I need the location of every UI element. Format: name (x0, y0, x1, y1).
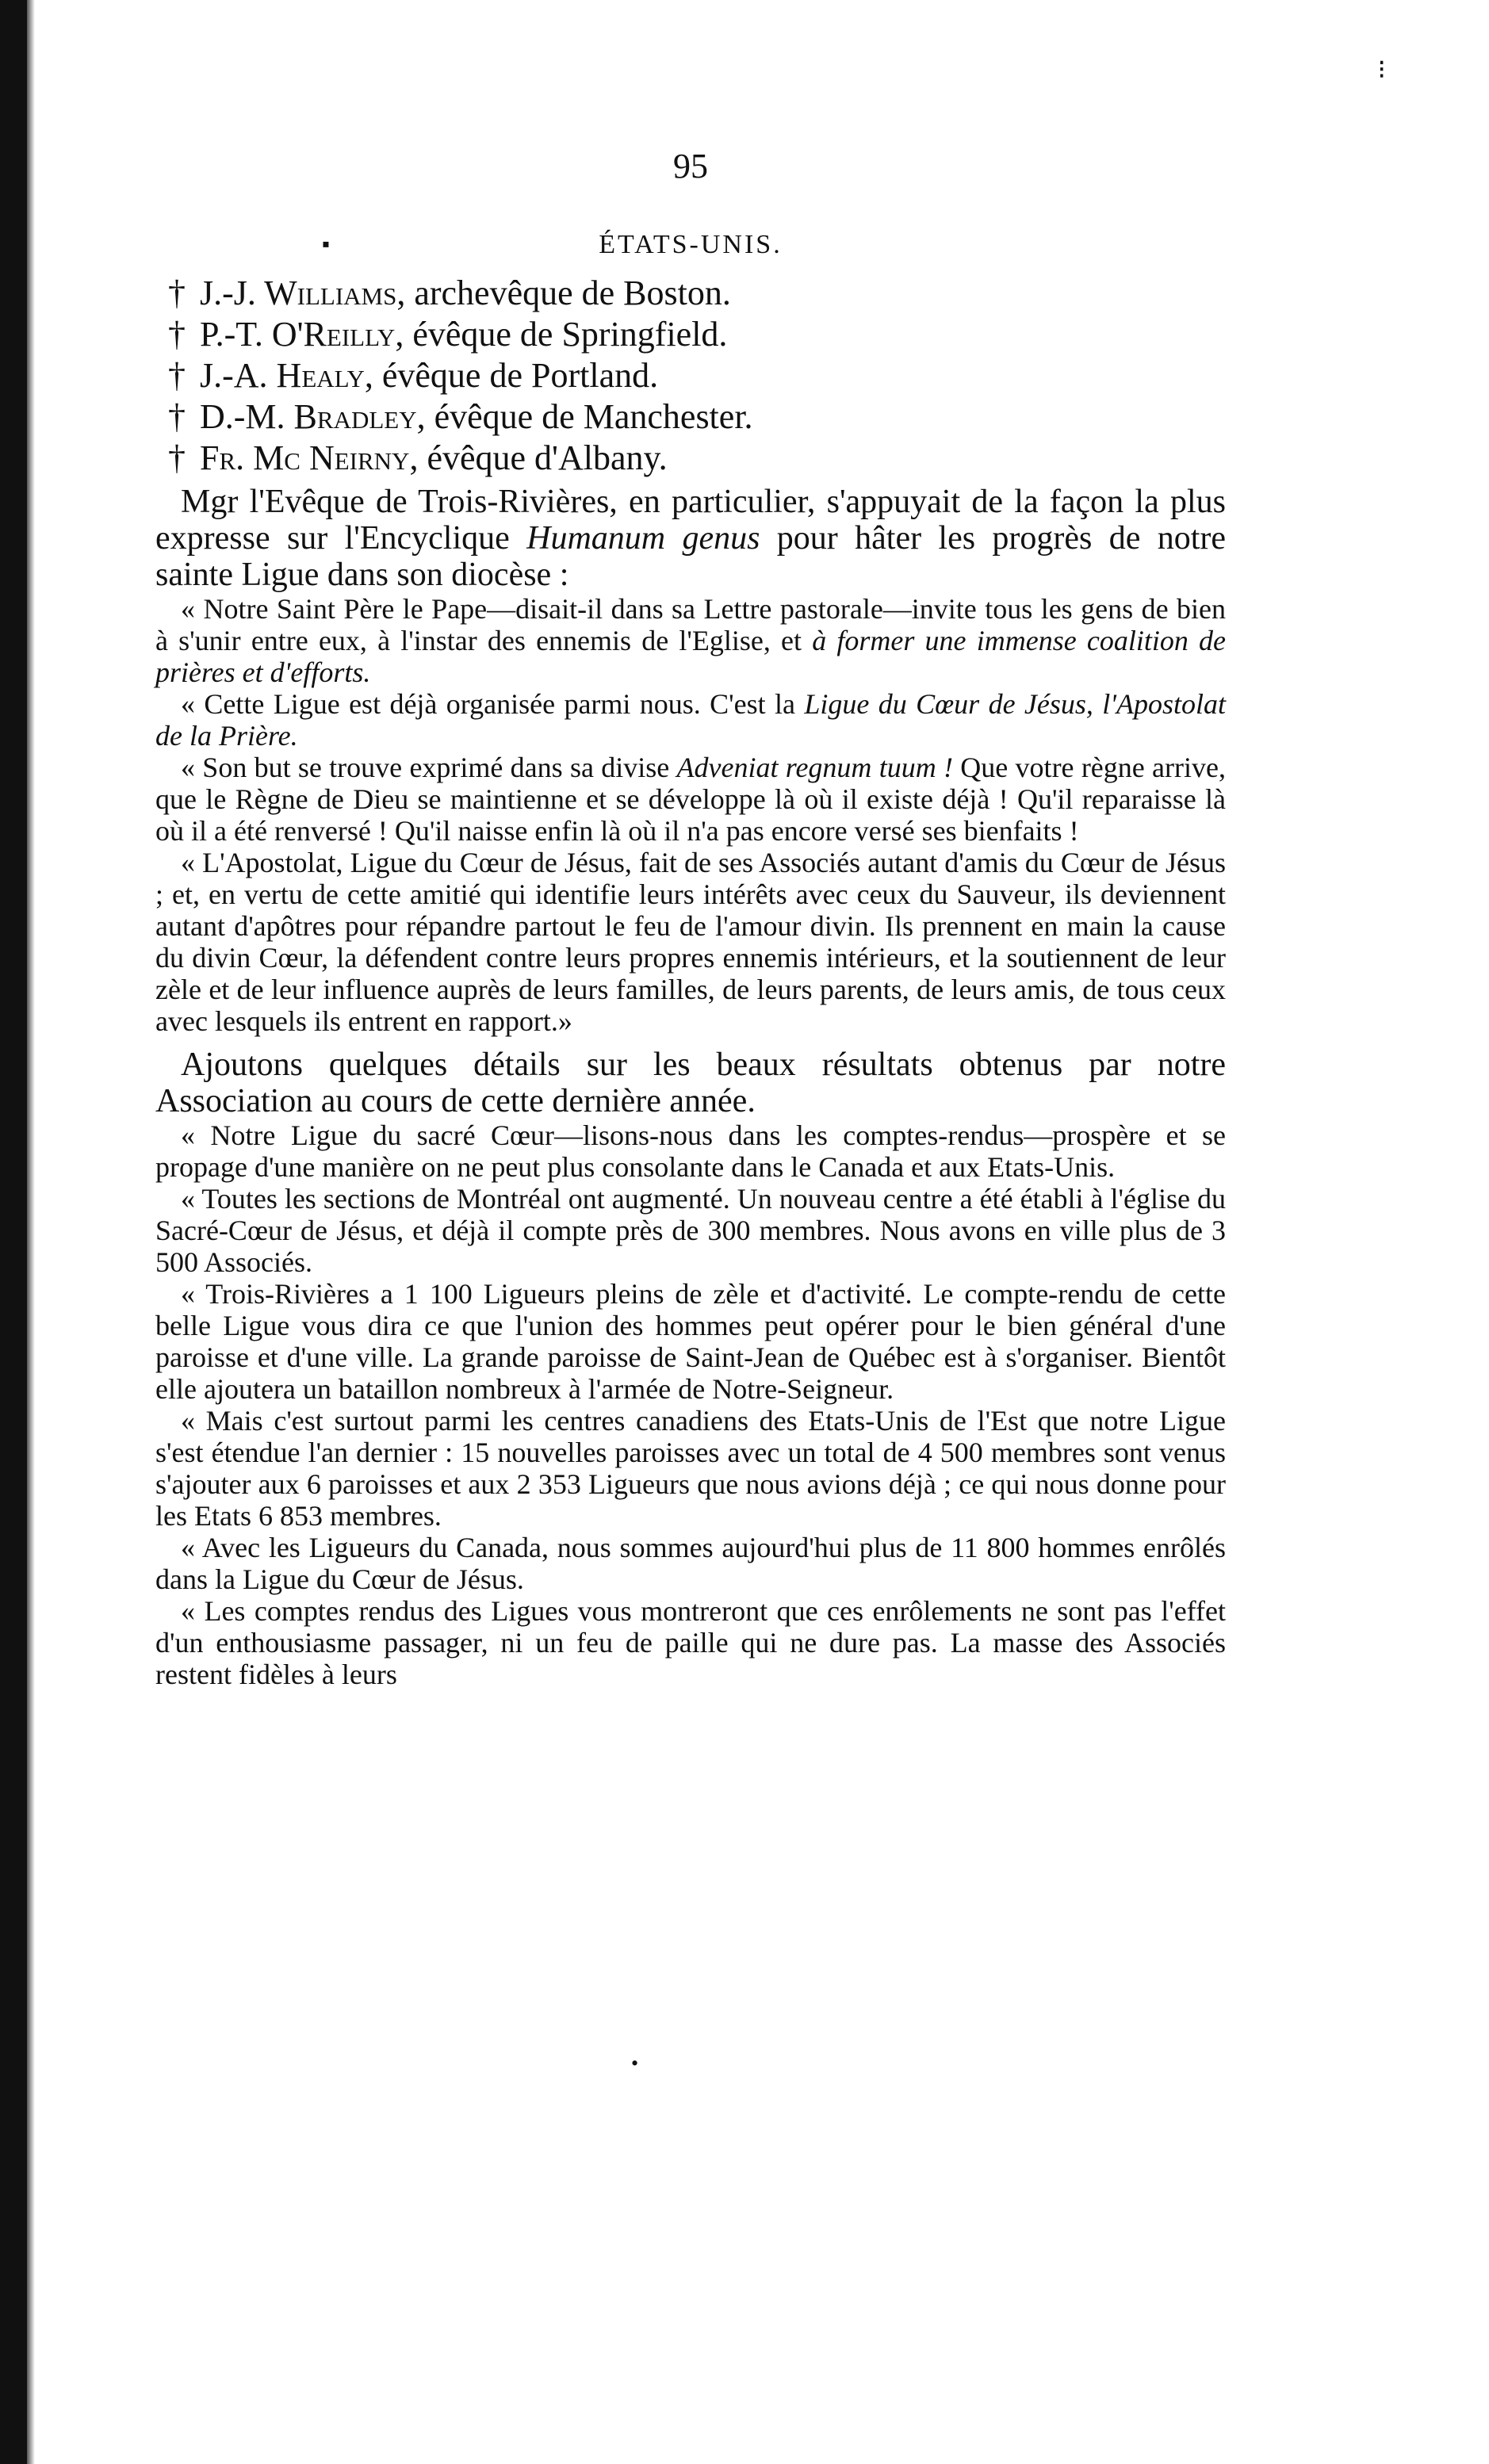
emphasis-text: Ligue du Cœur de Jésus, l'Apostolat de la Prière. (155, 688, 1226, 752)
paragraph-quote-apostolate: « L'Apostolat, Ligue du Cœur de Jésus, fait de ses Associés autant d'amis du Cœur de Jésus ; et, en vertu de cette amitié qui identifie leurs intérêts avec ceux du Sauveur, ils deviennent autant d'apôtres pour répandre partout le feu de l'amour divin. Ils prennent en main la cause du divin Cœur, la défendent contre leurs propres ennemis intérieurs, et la soutiennent de leur zèle et de leur influence auprès de leurs familles, de leurs parents, de leurs amis, de tous ceux avec lesquels ils entrent en rapport.» (155, 847, 1226, 1037)
signatory-name: J.-A. Healy (200, 356, 365, 395)
signatory-title: , évêque d'Albany. (409, 438, 668, 477)
margin-mark-top: ⁝ (1377, 55, 1386, 85)
signatory-title: , évêque de Springfield. (395, 315, 728, 354)
signatory-name: J.-J. Williams (200, 274, 397, 312)
margin-mark-bottom: • (631, 2052, 639, 2075)
paragraph-quote-trois-rivieres: « Trois-Rivières a 1 100 Ligueurs pleins de zèle et d'activité. Le compte-rendu de cette belle Ligue vous dira ce que l'union des hommes peut opérer pour le bien général d'une paroisse et d'une ville. La grande paroisse de Saint-Jean de Québec est à s'organiser. Bientôt elle ajoutera un bataillon nombreux à l'armée de Notre-Seigneur. (155, 1278, 1226, 1405)
paragraph-intro: Mgr l'Evêque de Trois-Rivières, en particulier, s'appuyait de la façon la plus expresse sur l'Encyclique Humanum genus pour hâter les progrès de notre sainte Ligue dans son diocèse : (155, 484, 1226, 593)
book-spine-shadow (0, 0, 27, 2464)
paragraph-quote-montreal: « Toutes les sections de Montréal ont augmenté. Un nouveau centre a été établi à l'église du Sacré-Cœur de Jésus, et déjà il compte près de 300 membres. Nous avons en ville plus de 3 500 Associés. (155, 1183, 1226, 1278)
bullet-mark: ▪ (322, 232, 332, 257)
paragraph-results-intro: Ajoutons quelques détails sur les beaux résultats obtenus par notre Association au cours de cette dernière année. (155, 1046, 1226, 1119)
running-head-text: ÉTATS-UNIS. (599, 230, 783, 259)
paragraph-quote-pastoral: « Notre Saint Père le Pape—disait-il dans sa Lettre pastorale—invite tous les gens de bien à s'unir entre eux, à l'instar des ennemis de l'Eglise, et à former une immense coalition de prières et d'efforts. (155, 593, 1227, 688)
book-page (155, 143, 1226, 1690)
paragraph-gap (155, 1037, 1226, 1046)
dagger-icon: † (168, 397, 186, 436)
signatory-title: , évêque de Portland. (364, 356, 659, 395)
signatory-name: D.-M. Bradley (200, 397, 417, 436)
signatory-name: P.-T. O'Reilly (200, 315, 396, 354)
paragraph-quote-motto: « Son but se trouve exprimé dans sa divise Adveniat regnum tuum ! Que votre règne arrive, que le Règne de Dieu se maintienne et se développe là où il existe déjà ! Qu'il reparaisse là où il a été renversé ! Qu'il naisse enfin là où il n'a pas encore versé ses bienfaits ! (155, 752, 1226, 847)
dagger-icon: † (168, 356, 186, 395)
paragraph-quote-reports: « Les comptes rendus des Ligues vous montreront que ces enrôlements ne sont pas l'effet d'un enthousiasme passager, ni un feu de paille qui ne dure pas. La masse des Associés restent fidèles à leurs (155, 1595, 1226, 1690)
paragraph-quote-league: « Cette Ligue est déjà organisée parmi nous. C'est la Ligue du Cœur de Jésus, l'Apostolat de la Prière. (155, 688, 1226, 752)
paragraph-quote-canada: « Avec les Ligueurs du Canada, nous sommes aujourd'hui plus de 11 800 hommes enrôlés dans la Ligue du Cœur de Jésus. (155, 1532, 1226, 1595)
dagger-icon: † (168, 315, 186, 354)
signatories-list (155, 273, 1226, 479)
dagger-icon: † (168, 274, 186, 312)
signatory-name: Fr. Mc Neirny (200, 438, 410, 477)
emphasis-text: à former une immense coalition de prières et d'efforts. (155, 625, 1227, 688)
running-head (155, 225, 1226, 265)
signatory-title: , archevêque de Boston. (396, 274, 731, 312)
signatory-line (155, 355, 1226, 396)
emphasis-text: Humanum genus (526, 520, 760, 557)
signatory-line (155, 314, 1226, 355)
paragraph-quote-progress: « Notre Ligue du sacré Cœur—lisons-nous dans les comptes-rendus—prospère et se propage d'une manière on ne peut plus consolante dans le Canada et aux Etats-Unis. (155, 1119, 1226, 1183)
dagger-icon: † (168, 438, 186, 477)
signatory-title: , évêque de Manchester. (416, 397, 753, 436)
signatory-line (155, 273, 1226, 314)
signatory-line (155, 438, 1226, 479)
page-gutter-edge (27, 0, 35, 2464)
page-number: 95 (673, 147, 708, 186)
paragraph-quote-etats-unis: « Mais c'est surtout parmi les centres canadiens des Etats-Unis de l'Est que notre Ligue s'est étendue l'an dernier : 15 nouvelles paroisses avec un total de 4 500 membres sont venus s'ajouter aux 6 paroisses et aux 2 353 Ligueurs que nous avions déjà ; ce qui nous donne pour les Etats 6 853 membres. (155, 1405, 1226, 1532)
signatory-line (155, 396, 1226, 438)
emphasis-text: Adveniat regnum tuum ! (676, 752, 953, 783)
